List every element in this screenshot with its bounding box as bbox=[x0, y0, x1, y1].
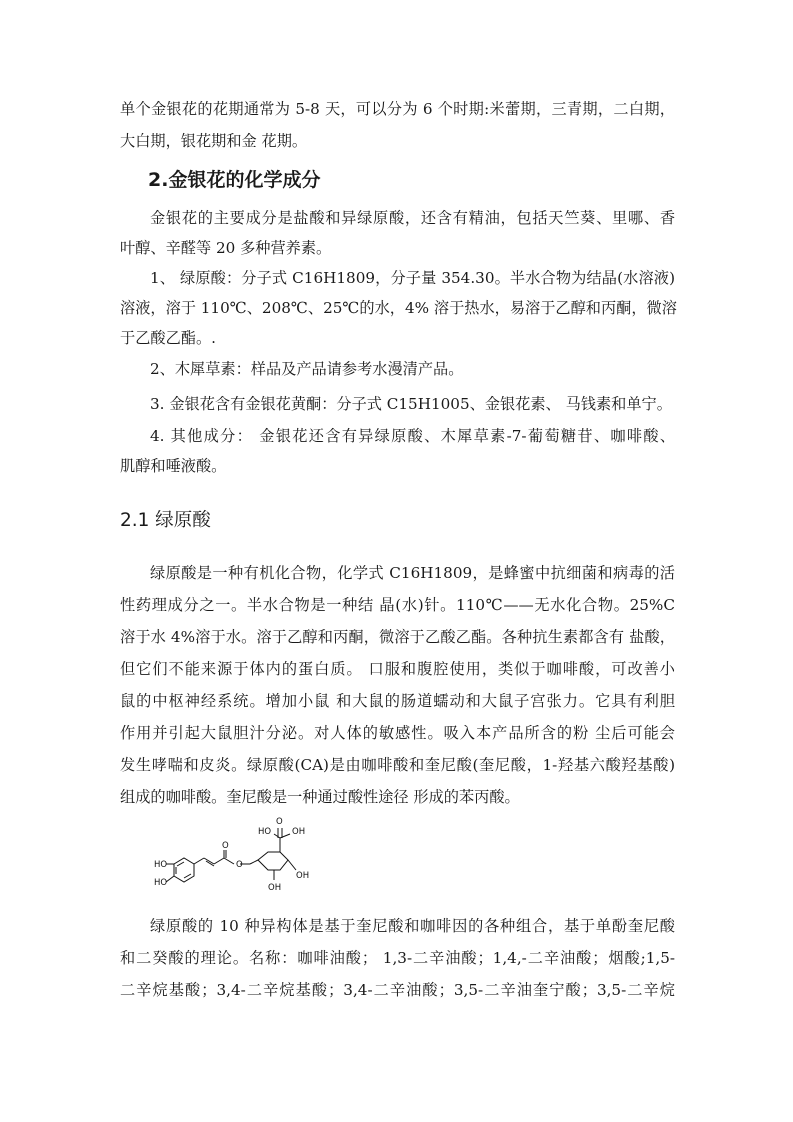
item1-line-2: 溶液，溶于 110℃、208℃、25℃的水，4% 溶于热水，易溶于乙醇和丙酮，微溶 bbox=[120, 299, 677, 317]
section-para-line-4: 但它们不能来源于体内的蛋白质。 口服和腹腔使用，类似于咖啡酸，可改善小 bbox=[120, 660, 675, 678]
item4-line-2: 肌醇和唾液酸。 bbox=[120, 457, 227, 475]
benzene-ring bbox=[174, 858, 194, 882]
heading-chemical-composition: 2.金银花的化学成分 bbox=[148, 169, 321, 191]
section-para-line-3: 溶于水 4%溶于水。溶于乙醇和丙酮，微溶于乙酸乙酯。各种抗生素都含有 盐酸， bbox=[120, 628, 675, 646]
section-para-line-6: 作用并引起大鼠胆汁分泌。对人体的敏感性。吸入本产品所含的粉 尘后可能会 bbox=[120, 724, 675, 742]
item3-line: 3. 金银花含有金银花黄酮：分子式 C15H1005、金银花素、 马钱素和单宁。 bbox=[150, 395, 672, 413]
section-para-line-7: 发生哮喘和皮炎。绿原酸(CA)是由咖啡酸和奎尼酸(奎尼酸，1-羟基六酸羟基酸) bbox=[120, 756, 675, 774]
section-para-line-5: 鼠的中枢神经系统。增加小鼠 和大鼠的肠道蠕动和大鼠子宫张力。它具有利胆 bbox=[120, 692, 675, 710]
section-para-line-2: 性药理成分之一。半水合物是一种结 晶(水)针。110℃——无水化合物。25%C bbox=[120, 596, 675, 614]
isomer-line-1: 绿原酸的 10 种异构体是基于奎尼酸和咖啡因的各种组合，基于单酚奎尼酸 bbox=[150, 917, 675, 935]
section-para-line-8: 组成的咖啡酸。奎尼酸是一种通过酸性途径 形成的苯丙酸。 bbox=[120, 788, 520, 806]
chlorogenic-acid-structure-figure bbox=[140, 812, 330, 904]
composition-intro-line-1: 金银花的主要成分是盐酸和异绿原酸，还含有精油，包括天竺葵、里哪、香 bbox=[150, 209, 675, 227]
chlorogenic-acid-structure-drawing bbox=[140, 812, 330, 904]
label-ho-upper: HO bbox=[154, 860, 168, 870]
section-heading-chlorogenic-acid: 2.1 绿原酸 bbox=[120, 510, 211, 531]
label-ho-lower: HO bbox=[154, 878, 168, 888]
label-oh-right: OH bbox=[296, 871, 310, 881]
label-o-top: O bbox=[276, 817, 283, 827]
intro-line-1: 单个金银花的花期通常为 5-8 天，可以分为 6 个时期:米蕾期，三青期，二白期， bbox=[120, 100, 675, 118]
section-para-line-1: 绿原酸是一种有机化合物，化学式 C16H1809，是蜂蜜中抗细菌和病毒的活 bbox=[150, 564, 675, 582]
label-carbonyl-o: O bbox=[222, 841, 229, 851]
isomer-line-2: 和二癸酸的理论。名称：咖啡油酸； 1,3-二辛油酸；1,4,-二辛油酸；烟酸;1,5- bbox=[120, 949, 675, 967]
item1-line-1: 1、 绿原酸：分子式 C16H1809，分子量 354.30。半水合物为结晶(水溶液) bbox=[150, 269, 675, 287]
label-oh-bottom: OH bbox=[268, 883, 282, 893]
item4-line-1: 4. 其他成分： 金银花还含有异绿原酸、木犀草素-7-葡萄糖苷、咖啡酸、 bbox=[150, 427, 675, 445]
intro-line-2: 大白期，银花期和金 花期。 bbox=[120, 132, 308, 150]
item1-line-3: 于乙酸乙酯。. bbox=[120, 329, 216, 347]
item2-line: 2、木犀草素：样品及产品请参考水漫清产品。 bbox=[150, 360, 464, 378]
label-oh-top: OH bbox=[292, 827, 306, 837]
label-ester-o: O bbox=[236, 860, 243, 870]
composition-intro-line-2: 叶醇、辛醛等 20 多种营养素。 bbox=[120, 239, 332, 257]
label-ho-top: HO bbox=[258, 827, 272, 837]
isomer-line-3: 二辛烷基酸；3,4-二辛烷基酸；3,4-二辛油酸；3,5-二辛油奎宁酸；3,5-二辛烷 bbox=[120, 981, 675, 999]
cyclohexane-ring bbox=[258, 852, 288, 870]
